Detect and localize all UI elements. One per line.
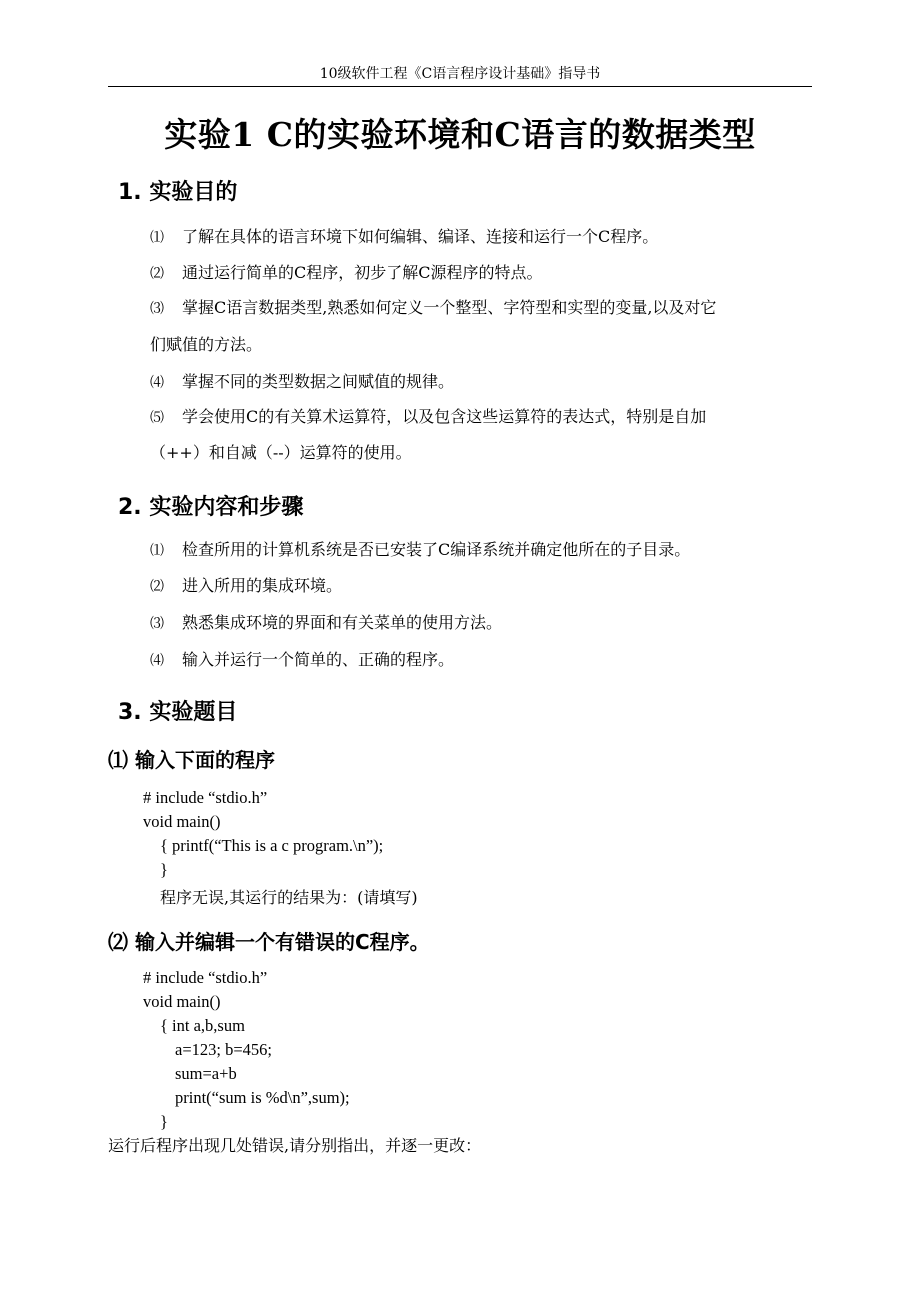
item-text: 掌握不同的类型数据之间赋值的规律。 (182, 372, 455, 391)
item-number: ⑵ (150, 266, 164, 282)
item-text: 了解在具体的语言环境下如何编辑、编译、连接和运行一个C程序。 (182, 227, 659, 246)
objective-item-continuation: 们赋值的方法。 (150, 335, 263, 354)
objective-item (150, 296, 716, 321)
page-title: 实验1 C的实验环境和C语言的数据类型 (164, 115, 756, 154)
objective-item (150, 370, 454, 395)
section-heading-steps: 2. 实验内容和步骤 (118, 495, 304, 520)
code-line: } (160, 860, 168, 879)
section-heading-exercises: 3. 实验题目 (118, 700, 238, 725)
item-text: 检查所用的计算机系统是否已安装了C编译系统并确定他所在的子目录。 (182, 540, 691, 559)
step-item (150, 574, 342, 599)
item-number: ⑷ (150, 653, 164, 669)
item-number: ⑵ (150, 579, 164, 595)
item-text: 掌握C语言数据类型,熟悉如何定义一个整型、字符型和实型的变量,以及对它 (182, 298, 717, 317)
item-text: 进入所用的集成环境。 (182, 576, 343, 595)
item-text: 输入并运行一个简单的、正确的程序。 (182, 650, 455, 669)
item-number: ⑴ (150, 230, 164, 246)
objective-item (150, 225, 658, 250)
item-number: ⑴ (150, 543, 164, 559)
exercise-1-heading: ⑴ 输入下面的程序 (108, 748, 275, 772)
code-line: void main() (143, 992, 221, 1011)
exercise-2-note: 运行后程序出现几处错误,请分别指出，并逐一更改： (108, 1136, 482, 1155)
exercise-1-note: 程序无误,其运行的结果为：(请填写) (160, 888, 418, 907)
code-line: { printf(“This is a c program.\n”); (160, 836, 384, 855)
item-number: ⑷ (150, 375, 164, 391)
objective-item-continuation: （++）和自减（--）运算符的使用。 (150, 443, 412, 462)
exercise-2-heading: ⑵ 输入并编辑一个有错误的C程序。 (108, 930, 430, 954)
code-line: # include “stdio.h” (143, 968, 268, 987)
objective-item (150, 261, 543, 286)
item-text: 熟悉集成环境的界面和有关菜单的使用方法。 (182, 613, 503, 632)
code-line: # include “stdio.h” (143, 788, 268, 807)
step-item (150, 648, 454, 673)
section-heading-objectives: 1. 实验目的 (118, 180, 238, 205)
code-line: } (160, 1112, 168, 1131)
step-item (150, 611, 502, 636)
page-header: 10级软件工程《C语言程序设计基础》指导书 (319, 66, 601, 82)
item-text: 通过运行简单的C程序，初步了解C源程序的特点。 (182, 263, 543, 282)
header-divider (108, 86, 812, 87)
item-text: 学会使用C的有关算术运算符，以及包含这些运算符的表达式，特别是自加 (182, 407, 707, 426)
item-number: ⑸ (150, 410, 164, 426)
step-item (150, 538, 690, 563)
item-number: ⑶ (150, 616, 164, 632)
code-line: sum=a+b (175, 1064, 237, 1083)
code-line: void main() (143, 812, 221, 831)
code-line: { int a,b,sum (160, 1016, 245, 1035)
objective-item (150, 405, 706, 430)
item-number: ⑶ (150, 301, 164, 317)
code-line: print(“sum is %d\n”,sum); (175, 1088, 350, 1107)
code-line: a=123; b=456; (175, 1040, 272, 1059)
